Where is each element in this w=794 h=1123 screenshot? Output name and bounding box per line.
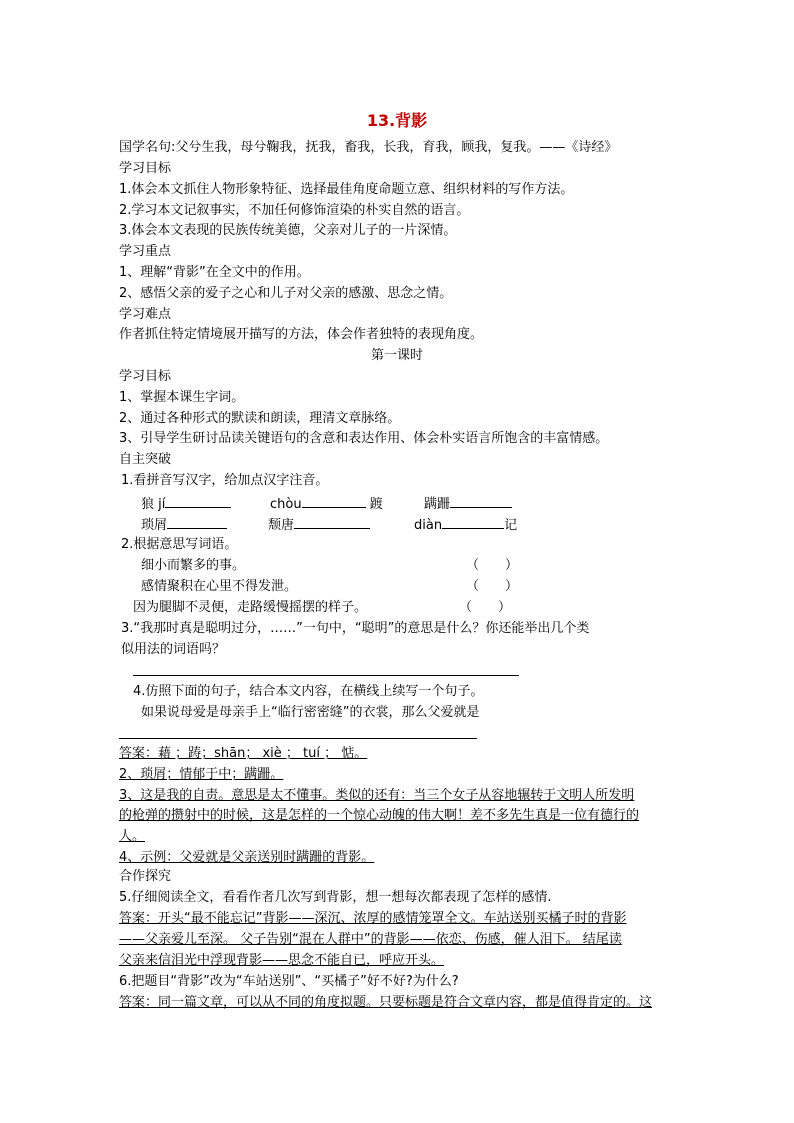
answer-paren[interactable]: （ ） <box>466 579 519 594</box>
lesson-goals-heading: 学习目标 <box>119 369 172 384</box>
lesson-goal: 1、掌握本课生字词。 <box>119 390 245 405</box>
pinyin-label: 狼 jí <box>141 497 166 512</box>
answer-text: ——父亲爱儿至深。 父子告别“混在人群中”的背影——依恋、伤感，催人泪下。 结尾读 <box>119 932 622 947</box>
answer-text: 答案：藉 ；踌；shān； xiè ； tuí ； 惦。 <box>119 746 368 761</box>
pinyin-item <box>424 494 512 514</box>
guoxue-quote: 国学名句:父兮生我，母兮鞠我，抚我，畜我，长我，育我，顾我，复我。——《诗经》 <box>119 140 618 155</box>
goals-heading: 学习目标 <box>119 161 172 176</box>
answer-text: 的枪弹的攒射中的时候，这是怎样的一个惊心动魄的伟大啊！差不多先生真是一位有德行的 <box>119 808 640 823</box>
answer-paren[interactable]: （ ） <box>459 600 512 615</box>
answer-blank[interactable] <box>442 515 504 529</box>
pinyin-label: chòu <box>270 497 302 512</box>
answer-blank[interactable] <box>165 494 231 508</box>
definition-item: 因为腿脚不灵便，走路缓慢摇摆的样子。 <box>133 600 368 615</box>
answer-text: 人。 <box>119 829 146 844</box>
answer-blank[interactable] <box>450 494 512 508</box>
goal-item: 3.体会本文表现的民族传统美德，父亲对儿子的一片深情。 <box>119 223 457 238</box>
difficulty-text: 作者抓住特定情境展开描写的方法，体会作者独特的表现角度。 <box>119 327 484 342</box>
self-study-heading: 自主突破 <box>119 452 172 467</box>
question-2: 2.根据意思写词语。 <box>121 537 238 552</box>
pinyin-item <box>270 494 383 514</box>
word-label: 蹒跚 <box>424 497 451 512</box>
goal-item: 1.体会本文抓住人物形象特征、选择最佳角度命题立意、组织材料的写作方法。 <box>119 182 574 197</box>
question-6: 6.把题目“背影”改为“车站送别”、“买橘子”好不好?为什么? <box>119 974 459 989</box>
answer-text: 父亲来信泪光中浮现背影——思念不能自已，呼应开头。 <box>119 953 445 968</box>
answer-line[interactable] <box>119 738 477 739</box>
answer-text: 答案：开头“最不能忘记”背影——深沉、浓厚的感情笼罩全文。车站送别买橘子时的背影 <box>119 911 627 926</box>
answer-line[interactable] <box>133 675 519 676</box>
definition-item: 感情聚积在心里不得发泄。 <box>141 579 298 594</box>
pinyin-label: diàn <box>414 518 443 533</box>
definition-item: 细小而繁多的事。 <box>141 558 246 573</box>
lesson-goal: 2、通过各种形式的默读和朗读，理清文章脉络。 <box>119 411 401 426</box>
page-title: 13.背影 <box>366 111 428 130</box>
answer-blank[interactable] <box>167 515 227 529</box>
lesson-goal: 3、引导学生研讨品读关键语句的含意和表达作用、体会朴实语言所饱含的丰富情感。 <box>119 431 609 446</box>
key-point: 2、感悟父亲的爱子之心和儿子对父亲的感激、思念之情。 <box>119 286 453 301</box>
question-4: 4.仿照下面的句子，结合本文内容，在横线上续写一个句子。 <box>133 684 484 699</box>
key-heading: 学习重点 <box>119 244 172 259</box>
question-5: 5.仔细阅读全文，看看作者几次写到背影，想一想每次都表现了怎样的感情. <box>119 890 552 905</box>
answer-text: 3、这是我的自责。意思是太不懂事。类似的还有：当三个女子从容地辗转于文明人所发明 <box>119 788 635 803</box>
lesson-title: 第一课时 <box>370 348 423 363</box>
answer-blank[interactable] <box>302 494 366 508</box>
word-label: 琐屑 <box>141 518 168 533</box>
coop-heading: 合作探究 <box>119 869 172 884</box>
question-4-prompt: 如果说母爱是母亲手上“临行密密缝”的衣裳，那么父爱就是 <box>141 705 480 720</box>
pinyin-item <box>268 515 370 535</box>
answer-text: 4、示例：父爱就是父亲送别时蹒跚的背影。 <box>119 850 375 865</box>
answer-blank[interactable] <box>294 515 370 529</box>
pinyin-item <box>141 515 227 535</box>
goal-item: 2.学习本文记叙事实，不加任何修饰渲染的朴实自然的语言。 <box>119 203 470 218</box>
answer-paren[interactable]: （ ） <box>466 558 519 573</box>
word-label: 记 <box>504 518 518 533</box>
answer-text: 2、琐屑；情郁于中；蹒跚。 <box>119 767 284 782</box>
pinyin-item <box>141 494 231 514</box>
answer-text: 答案：同一篇文章，可以从不同的角度拟题。只要标题是符合文章内容，都是值得肯定的。这 <box>119 995 653 1010</box>
question-1: 1.看拼音写汉字，给加点汉字注音。 <box>121 473 329 488</box>
question-3: 3.“我那时真是聪明过分，……”一句中，“聪明”的意思是什么？你还能举出几个类 <box>121 621 590 636</box>
difficulty-heading: 学习难点 <box>119 307 172 322</box>
word-label: 踱 <box>369 497 383 512</box>
key-point: 1、理解“背影”在全文中的作用。 <box>119 265 310 280</box>
pinyin-item <box>414 515 517 535</box>
question-3-cont: 似用法的词语吗？ <box>121 642 226 657</box>
word-label: 颓唐 <box>268 518 295 533</box>
